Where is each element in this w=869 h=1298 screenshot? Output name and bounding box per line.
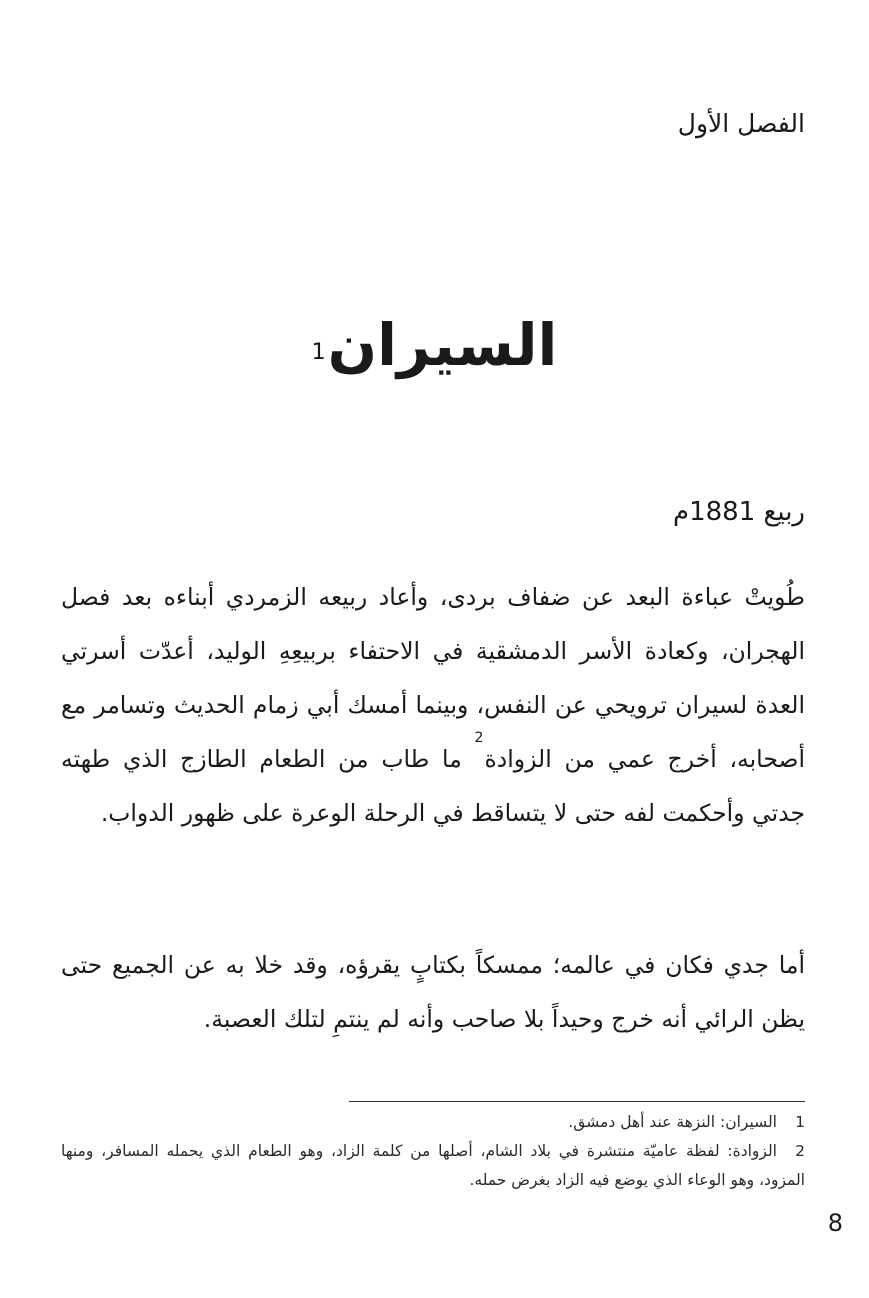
footnote-number: 1 — [795, 1113, 805, 1131]
date-line: ربيع 1881م — [672, 497, 805, 527]
title-text: السيران — [327, 311, 558, 379]
paragraph-2: أما جدي فكان في عالمه؛ ممسكاً بكتابٍ يقرؤه، وقد خلا به عن الجميع حتى يظن الرائي أنه خرج وحيداً بلا صاحب وأنه لم ينتمِ لتلك العصبة. — [61, 951, 805, 1033]
footnote-item — [61, 1108, 805, 1137]
page-title — [0, 300, 869, 390]
footnote-item — [61, 1137, 805, 1195]
footnote-text: الزوادة: لفظة عاميّة منتشرة في بلاد الشام، أصلها من كلمة الزاد، وهو الطعام الذي يحمله المسافر، ومنها المزود، وهو الوعاء الذي يوضع فيه الزاد بغرض حمله. — [61, 1142, 805, 1189]
paragraph-1-text-after: ما طاب من الطعام الطازج الذي طهته جدتي وأحكمت لفه حتى لا يتساقط في الرحلة الوعرة على ظهور الدواب. — [61, 745, 805, 827]
footnote-divider — [349, 1101, 805, 1102]
chapter-label: الفصل الأول — [677, 109, 805, 138]
footnote-number: 2 — [795, 1142, 805, 1160]
page-number: 8 — [827, 1209, 843, 1237]
footnote-text: السيران: النزهة عند أهل دمشق. — [568, 1113, 777, 1131]
footnotes — [61, 1108, 805, 1195]
paragraph-1-footnote-ref[interactable]: 2 — [474, 730, 484, 746]
paragraph-1-text-before: طُويتْ عباءة البعد عن ضفاف بردى، وأعاد ربيعه الزمردي أبناءه بعد فصل الهجران، وكعادة الأسر الدمشقية في الاحتفاء بربيعِهِ الوليد، أعدّت أسرتي العدة لسيران ترويحي عن النفس، وبينما أمسك أبي زمام الحديث وتسامر مع أصحابه، أخرج عمي من الزوادة — [61, 583, 805, 773]
paragraph-1 — [61, 570, 805, 840]
title-footnote-ref[interactable]: 1 — [311, 340, 326, 365]
